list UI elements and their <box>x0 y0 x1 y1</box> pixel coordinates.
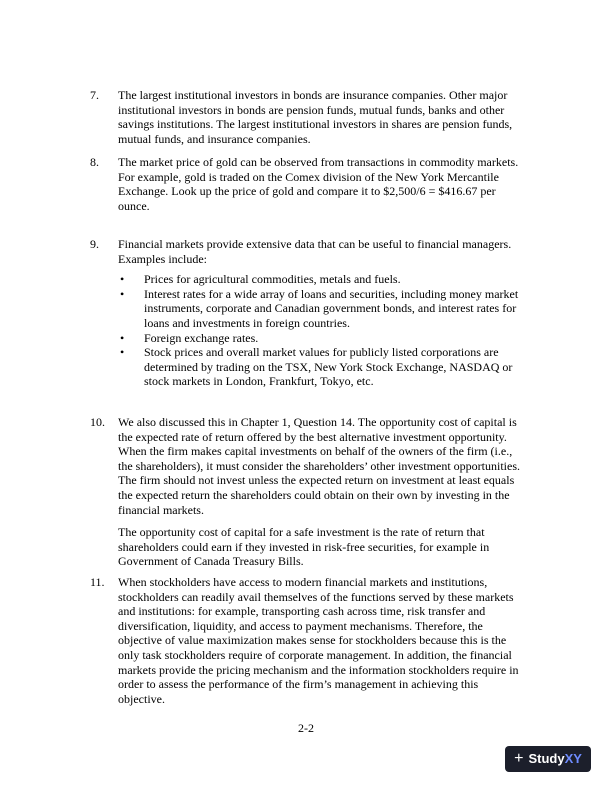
bullet-list <box>118 272 522 389</box>
page-number: 2-2 <box>298 721 314 735</box>
item-number: 9. <box>90 237 99 251</box>
bullet-text: Prices for agricultural commodities, metals and fuels. <box>144 272 401 287</box>
answer-item-11 <box>90 575 522 706</box>
logo-text-accent: XY <box>564 750 582 766</box>
item-paragraph: We also discussed this in Chapter 1, Question 14. The opportunity cost of capital is the expected rate of return offered by the best alternative investment opportunity. When the firm makes capital investments on behalf of the owners of the firm (i.e., the shareholders), it must consider the shareholders’ other investment opportunities. The firm should not invest unless the expected return on investment at least equals the expected return the shareholders could obtain on their own by investing in the financial markets. <box>118 415 521 517</box>
bullet-text: Interest rates for a wide array of loans and securities, including money market instruments, corporate and Canadian government bonds, and interest rates for loans and investments in foreign countries. <box>144 286 519 330</box>
plus-icon: + <box>514 749 524 767</box>
item-intro: Financial markets provide extensive data that can be useful to financial managers. Examples include: <box>118 237 512 266</box>
studyxy-logo[interactable] <box>505 746 591 772</box>
item-text: When stockholders have access to modern financial markets and institutions, stockholders can readily avail themselves of the functions served by these markets and institutions: for example, transporting cash across time, risk transfer and diversification, liquidity, and access to payment mechanisms. Therefore, the objective of value maximization makes sense for stockholders because this is the only task stockholders require of corporate management. In addition, the financial markets provide the pricing mechanism and the information stockholders require in order to assess the performance of the firm’s management in achieving this objective. <box>118 575 519 706</box>
bullet-item <box>118 287 522 331</box>
logo-text-main: Study <box>528 750 565 766</box>
bullet-icon: • <box>120 330 125 345</box>
item-paragraph: The opportunity cost of capital for a safe investment is the rate of return that shareholders could earn if they invested in risk-free securities, for example in Government of Canada Treasury Bills. <box>118 525 490 569</box>
answer-item-7 <box>90 88 522 146</box>
bullet-item <box>118 345 522 389</box>
item-number: 10. <box>90 415 105 429</box>
bullet-text: Stock prices and overall market values for publicly listed corporations are determined by trading on the TSX, New York Stock Exchange, NASDAQ or stock markets in London, Frankfurt, Tokyo, etc. <box>144 345 513 389</box>
item-number: 11. <box>90 575 105 589</box>
item-number: 8. <box>90 155 99 169</box>
bullet-item <box>118 331 522 346</box>
bullet-text: Foreign exchange rates. <box>144 330 259 345</box>
item-number: 7. <box>90 88 99 102</box>
answer-item-10 <box>90 415 522 569</box>
bullet-icon: • <box>120 286 125 301</box>
answer-item-8 <box>90 155 522 213</box>
item-text: The market price of gold can be observed from transactions in commodity markets. For example, gold is traded on the Comex division of the New York Mercantile Exchange. Look up the price of gold and compare it to $2,500/6 = $416.67 per ounce. <box>118 155 519 213</box>
item-text: The largest institutional investors in bonds are insurance companies. Other major institutional investors in bonds are pension funds, mutual funds, banks and other savings institutions. The largest institutional investors in shares are pension funds, mutual funds, and insurance companies. <box>118 88 513 146</box>
bullet-item <box>118 272 522 287</box>
bullet-icon: • <box>120 272 125 287</box>
bullet-icon: • <box>120 345 125 360</box>
answer-item-9 <box>90 237 522 389</box>
